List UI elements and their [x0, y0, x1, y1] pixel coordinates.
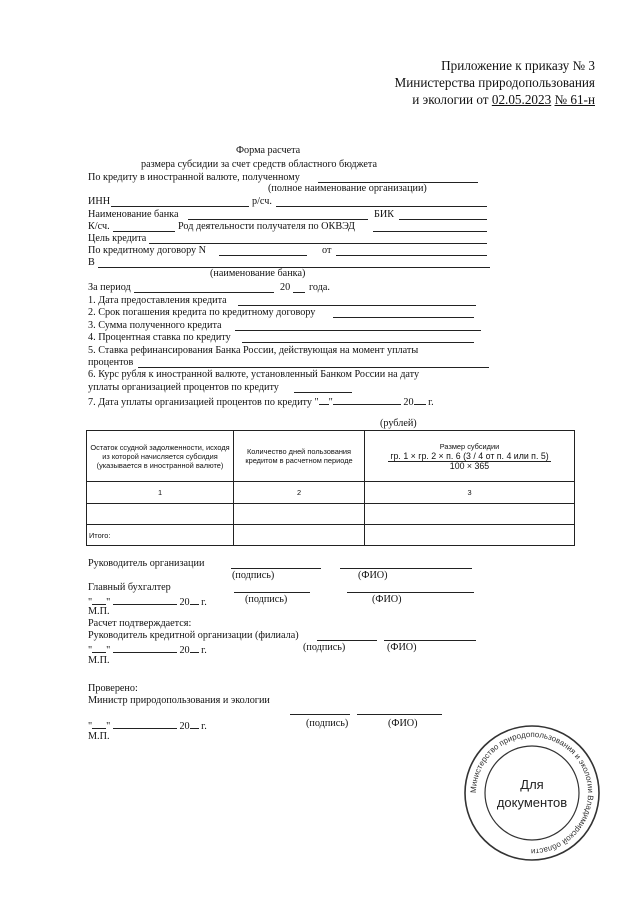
item-5b: процентов	[88, 357, 134, 368]
item-1: 1. Дата предоставления кредита	[88, 295, 227, 306]
org-name-hint: (полное наименование организации)	[268, 183, 427, 194]
item-7-year-line[interactable]	[414, 394, 426, 405]
contract-date-line[interactable]	[336, 255, 487, 256]
head-fio-hint: (ФИО)	[358, 570, 388, 581]
cell-days[interactable]	[234, 504, 365, 525]
item-1-line[interactable]	[238, 305, 476, 306]
chief-date-close: "	[106, 597, 111, 608]
inn-line[interactable]	[111, 206, 249, 207]
head-fio-line[interactable]	[340, 568, 472, 569]
stamp-center-line-1: Для	[520, 777, 544, 792]
contract-number-line[interactable]	[219, 255, 307, 256]
item-2-line[interactable]	[333, 317, 474, 318]
bank-head-date-year: 20	[179, 645, 190, 656]
head-label: Руководитель организации	[88, 558, 205, 569]
item-6b: уплаты организацией процентов по кредиту	[88, 382, 279, 393]
header-line-3-prefix: и экологии от	[412, 92, 492, 107]
head-signature-line[interactable]	[231, 568, 321, 569]
col3-header	[365, 431, 575, 482]
chief-fio-hint: (ФИО)	[372, 594, 402, 605]
bik-line[interactable]	[399, 219, 487, 220]
order-date: 02.05.2023	[491, 92, 552, 107]
minister-date-month[interactable]	[113, 718, 177, 729]
minister-date-open: "	[88, 721, 93, 732]
header-line-1: Приложение к приказу № 3	[441, 58, 595, 73]
period-year-word: года.	[309, 282, 330, 293]
bank-head-date-open: "	[88, 645, 93, 656]
item-4: 4. Процентная ставка по кредиту	[88, 332, 231, 343]
okved-label: Род деятельности получателя по ОКВЭД	[178, 221, 355, 232]
official-stamp	[462, 723, 602, 863]
cell-subsidy[interactable]	[365, 504, 575, 525]
bank-head-date-month[interactable]	[113, 642, 177, 653]
bank-head-date-g: г.	[201, 645, 207, 656]
item-3-line[interactable]	[235, 330, 481, 331]
table-row	[87, 504, 575, 525]
form-title: Форма расчета	[236, 145, 301, 156]
minister-date-day[interactable]	[92, 718, 106, 729]
bank-head-label: Руководитель кредитной организации (филиала)	[88, 630, 299, 641]
minister-date-year-line[interactable]	[190, 718, 199, 729]
minister-signature-hint: (подпись)	[306, 718, 349, 729]
purpose-line[interactable]	[149, 243, 487, 244]
bank-head-signature-hint: (подпись)	[303, 642, 346, 653]
header-line-3	[412, 92, 595, 108]
stamp-ring-text: Министерство природопользования и экологии Владимирской области	[468, 729, 596, 857]
stamp-place-1: М.П.	[88, 606, 110, 617]
form-subtitle: размера субсидии за счет средств областного бюджета	[141, 159, 378, 170]
col3-number: 3	[365, 482, 575, 504]
item-6a: 6. Курс рубля к иностранной валюте, установленный Банком России на дату	[88, 369, 420, 380]
okved-line[interactable]	[373, 231, 487, 232]
head-signature-hint: (подпись)	[232, 570, 275, 581]
confirmed-label: Расчет подтверждается:	[88, 618, 192, 629]
total-subsidy[interactable]	[365, 525, 575, 546]
chief-accountant-label: Главный бухгалтер	[88, 582, 171, 593]
item-4-line[interactable]	[242, 342, 474, 343]
col2-number: 2	[234, 482, 365, 504]
chief-fio-line[interactable]	[347, 592, 474, 593]
bank-head-date-day[interactable]	[92, 642, 106, 653]
account-label: р/сч.	[252, 196, 272, 207]
stamp-place-2: М.П.	[88, 655, 110, 666]
item-3: 3. Сумма полученного кредита	[88, 320, 222, 331]
item-6-line[interactable]	[294, 392, 352, 393]
table-numbers-row	[87, 482, 575, 504]
bank-name-line[interactable]	[188, 219, 368, 220]
header-line-2: Министерства природопользования	[394, 75, 595, 90]
chief-date-year: 20	[179, 597, 190, 608]
chief-signature-hint: (подпись)	[245, 594, 288, 605]
item-7-day[interactable]	[319, 394, 329, 405]
period-year-prefix: 20	[280, 282, 291, 293]
col2-header: Количество дней пользования кредитом в расчетном периоде	[234, 431, 365, 482]
minister-label: Министр природопользования и экологии	[88, 695, 270, 706]
minister-date	[88, 718, 207, 732]
chief-date-year-line[interactable]	[190, 594, 199, 605]
total-label: Итого:	[87, 525, 234, 546]
table-header-row	[87, 431, 575, 482]
bank-head-date	[88, 642, 207, 656]
in-bank-label: В	[88, 257, 95, 268]
bank-head-signature-line[interactable]	[317, 640, 377, 641]
cell-balance[interactable]	[87, 504, 234, 525]
bank-head-date-close: "	[106, 645, 111, 656]
minister-signature-line[interactable]	[290, 714, 350, 715]
checked-label: Проверено:	[88, 683, 138, 694]
credit-line-label: По кредиту в иностранной валюте, полученному	[88, 172, 300, 183]
total-days[interactable]	[234, 525, 365, 546]
stamp-place-3: М.П.	[88, 731, 110, 742]
stamp-center-line-2: документов	[496, 795, 568, 810]
chief-signature-line[interactable]	[234, 592, 310, 593]
formula-denominator: 100 × 365	[449, 460, 490, 471]
ksch-label: К/сч.	[88, 221, 110, 232]
formula-numerator: гр. 1 × гр. 2 × п. 6 (3 / 4 от п. 4 или п. 5)	[390, 450, 549, 461]
minister-date-close: "	[106, 721, 111, 732]
item-5a: 5. Ставка рефинансирования Банка России, действующая на момент уплаты	[88, 345, 419, 356]
inn-label: ИНН	[88, 196, 111, 207]
chief-date-month[interactable]	[113, 594, 177, 605]
item-7-label: 7. Дата уплаты организацией процентов по кредиту "	[88, 397, 319, 408]
item-7-quote: "	[328, 397, 333, 408]
col3-title: Размер субсидии	[439, 441, 500, 451]
subsidy-table	[86, 430, 575, 546]
item-2: 2. Срок погашения кредита по кредитному договору	[88, 307, 316, 318]
bank-head-fio-line[interactable]	[384, 640, 476, 641]
table-total-row	[87, 525, 575, 546]
item-7	[88, 394, 434, 408]
ksch-line[interactable]	[113, 231, 175, 232]
table-units: (рублей)	[380, 418, 417, 429]
bank-head-fio-hint: (ФИО)	[387, 642, 417, 653]
minister-fio-hint: (ФИО)	[388, 718, 418, 729]
item-7-g: г.	[428, 397, 434, 408]
minister-fio-line[interactable]	[357, 714, 442, 715]
bank-head-date-year-line[interactable]	[190, 642, 199, 653]
contract-from-label: от	[322, 245, 332, 256]
col1-number: 1	[87, 482, 234, 504]
col1-header: Остаток ссудной задолженности, исходя из которой начисляется субсидия (указывается в иностранной валюте)	[87, 431, 234, 482]
purpose-label: Цель кредита	[88, 233, 147, 244]
bank-name-label: Наименование банка	[88, 209, 179, 220]
chief-date-g: г.	[201, 597, 207, 608]
item-7-month[interactable]	[333, 394, 401, 405]
bank-name-hint: (наименование банка)	[210, 268, 306, 279]
item-7-year: 20	[403, 397, 414, 408]
period-line[interactable]	[134, 292, 274, 293]
item-5-line[interactable]	[138, 367, 489, 368]
order-number: № 61-н	[554, 92, 595, 107]
chief-date-day[interactable]	[92, 594, 106, 605]
minister-date-year: 20	[179, 721, 190, 732]
account-line[interactable]	[276, 206, 487, 207]
bik-label: БИК	[374, 209, 395, 220]
chief-date-open: "	[88, 597, 93, 608]
period-year-line[interactable]	[293, 292, 305, 293]
contract-label: По кредитному договору N	[88, 245, 207, 256]
minister-date-g: г.	[201, 721, 207, 732]
period-label: За период	[88, 282, 131, 293]
